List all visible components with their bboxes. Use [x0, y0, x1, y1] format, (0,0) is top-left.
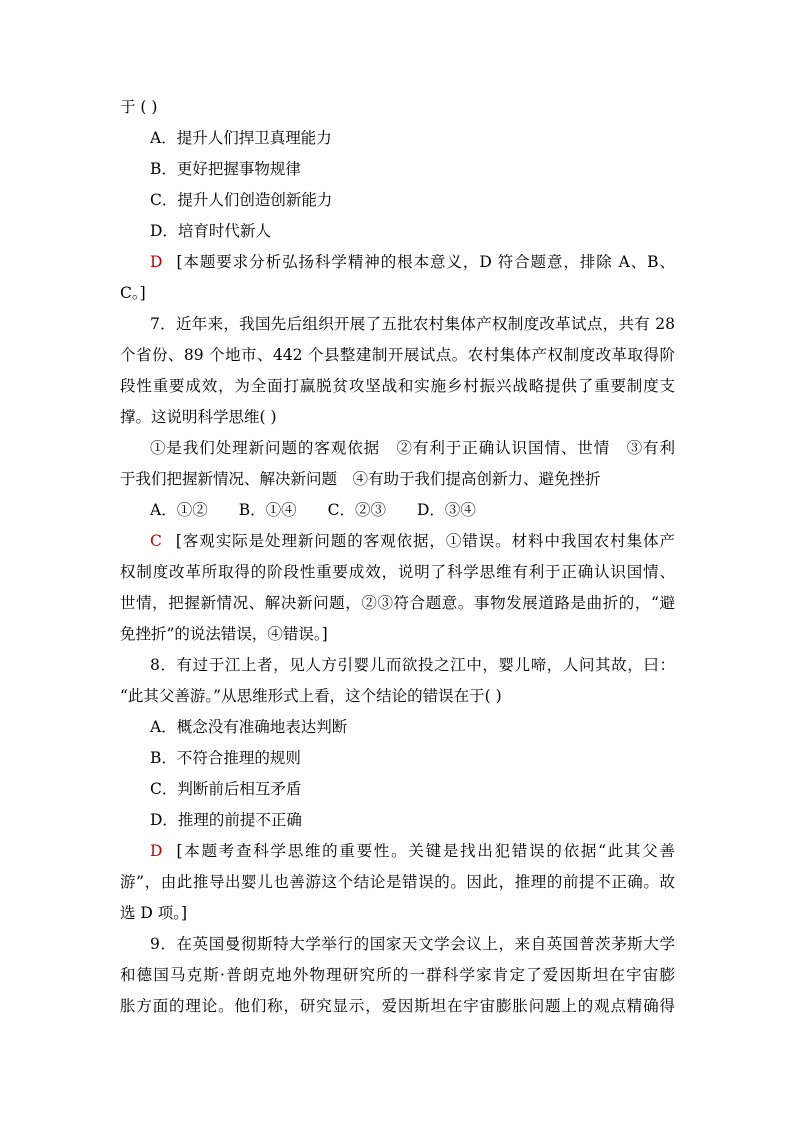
- q7-answer-letter: C: [150, 532, 162, 550]
- q7-stem-cont: 段性重要成效，为全面打赢脱贫攻坚战和实施乡村振兴战略提供了重要制度支: [120, 377, 675, 395]
- q8-explanation-cont: 游”，由此推导出婴儿也善游这个结论是错误的。因此，推理的前提不正确。故: [120, 873, 675, 891]
- q7-explanation-cont: 世情，把握新情况、解决新问题，②③符合题意。事物发展道路是曲折的，“避: [120, 594, 675, 612]
- q9-stem: 9．在英国曼彻斯特大学举行的国家天文学会议上，来自英国普茨茅斯大学: [150, 935, 675, 953]
- q7-stem: 7．近年来，我国先后组织开展了五批农村集体产权制度改革试点，共有 28: [150, 315, 675, 333]
- q9-stem-cont: 胀方面的理论。他们称，研究显示，爱因斯坦在宇宙膨胀问题上的观点精确得: [120, 997, 675, 1015]
- q8-stem: 8．有过于江上者，见人方引婴儿而欲投之江中，婴儿啼，人问其故，曰：: [150, 656, 675, 674]
- q8-answer-line: [150, 841, 675, 861]
- q6-answer-line: [150, 252, 675, 272]
- q6-answer-letter: D: [150, 253, 163, 271]
- q6-option-b: B．更好把握事物规律: [150, 160, 301, 178]
- q6-option-a: A．提升人们捍卫真理能力: [150, 129, 332, 147]
- q7-options: A．①② B．①④ C．②③ D．③④: [150, 501, 476, 519]
- q8-option-b: B．不符合推理的规则: [150, 749, 301, 767]
- q8-option-d: D．推理的前提不正确: [150, 811, 302, 829]
- q7-explanation: [客观实际是处理新问题的客观依据，①错误。材料中我国农村集体产: [175, 532, 675, 550]
- q7-explanation-cont: 权制度改革所取得的阶段性重要成效，说明了科学思维有利于正确认识国情、: [120, 563, 675, 581]
- q9-stem-cont: 和德国马克斯·普朗克地外物理研究所的一群科学家肯定了爱因斯坦在宇宙膨: [120, 966, 675, 984]
- q7-stem-cont: 个省份、89 个地市、442 个县整建制开展试点。农村集体产权制度改革取得阶: [120, 346, 675, 364]
- q7-explanation-cont: 免挫折”的说法错误，④错误。]: [120, 625, 328, 643]
- q6-option-d: D．培育时代新人: [150, 222, 271, 240]
- q8-explanation: [本题考查科学思维的重要性。关键是找出犯错误的依据“此其父善: [176, 842, 675, 860]
- q6-option-c: C．提升人们创造创新能力: [150, 191, 333, 209]
- q8-explanation-cont: 选 D 项。]: [120, 904, 188, 922]
- q8-option-a: A．概念没有准确地表达判断: [150, 718, 348, 736]
- q7-answer-line: [150, 531, 675, 551]
- q6-explanation-cont: C。]: [120, 284, 146, 302]
- q7-stem-cont: 撑。这说明科学思维( ): [120, 408, 277, 426]
- q8-stem-cont: “此其父善游。”从思维形式上看，这个结论的错误在于( ): [120, 687, 502, 705]
- q7-statements: ①是我们处理新问题的客观依据 ②有利于正确认识国情、世情 ③有利: [150, 439, 675, 457]
- q6-explanation: [本题要求分析弘扬科学精神的根本意义，D 符合题意，排除 A、B、: [176, 253, 675, 271]
- q8-answer-letter: D: [150, 842, 163, 860]
- q8-option-c: C．判断前后相互矛盾: [150, 780, 302, 798]
- q7-statements-cont: 于我们把握新情况、解决新问题 ④有助于我们提高创新力、避免挫折: [120, 470, 601, 488]
- q6-stem-tail: 于 ( ): [120, 98, 158, 116]
